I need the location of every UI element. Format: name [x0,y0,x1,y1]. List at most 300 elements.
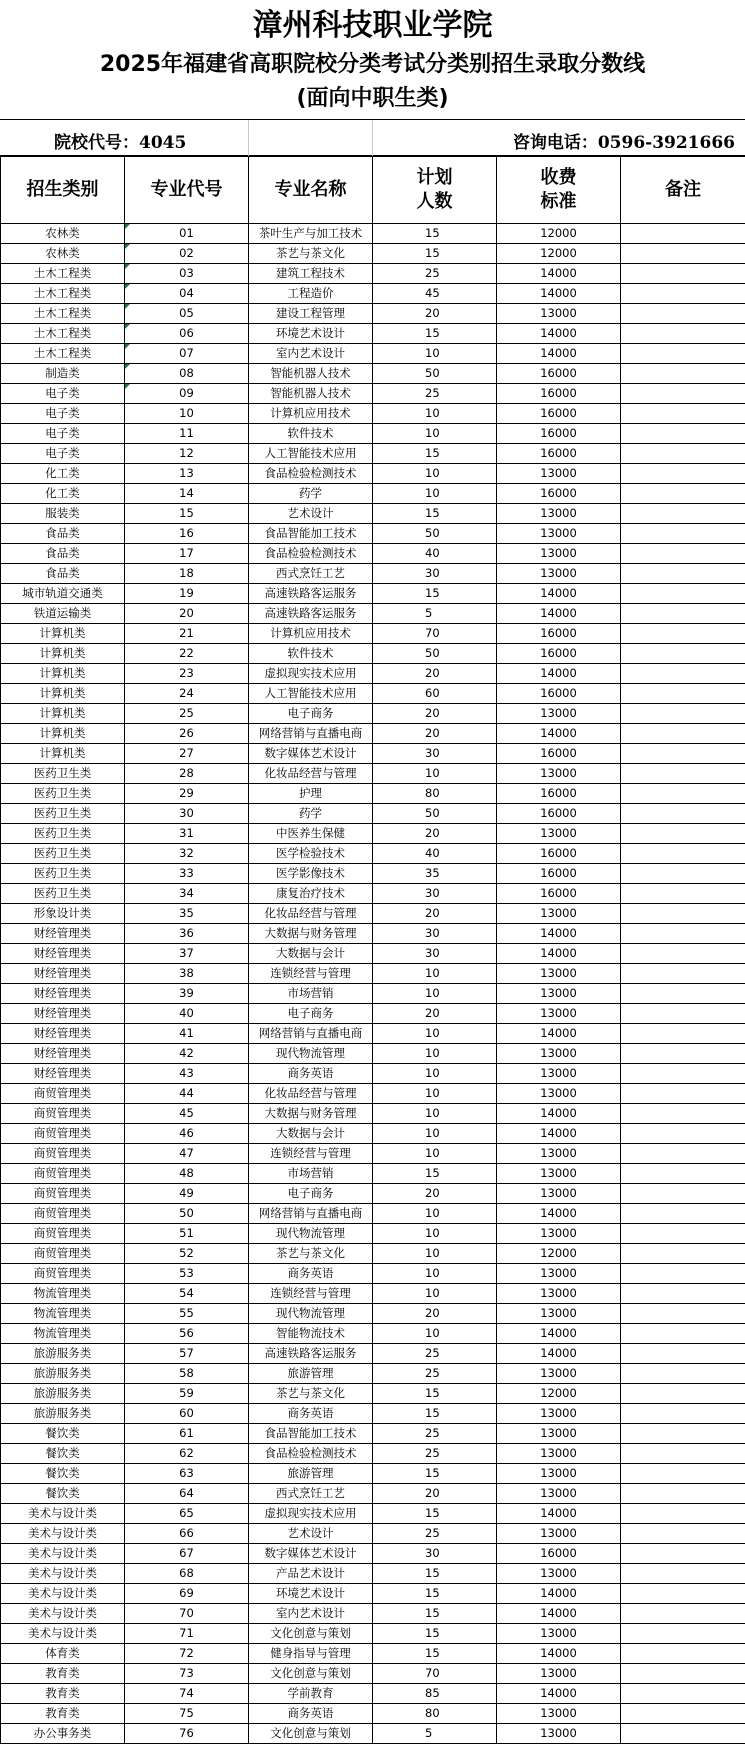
major-name-cell: 电子商务 [249,704,373,724]
category-cell: 制造类 [1,364,125,384]
major-code-cell: 27 [125,744,249,764]
table-row [1,484,745,504]
notes-cell [621,1504,745,1524]
fee-cell: 16000 [497,404,621,424]
plan-count-cell: 45 [373,284,497,304]
plan-count-cell: 20 [373,1184,497,1204]
notes-cell [621,824,745,844]
table-row [1,924,745,944]
fee-cell: 16000 [497,424,621,444]
major-name-cell: 药学 [249,484,373,504]
notes-cell [621,1544,745,1564]
plan-count-cell: 15 [373,1164,497,1184]
fee-cell: 13000 [497,1524,621,1544]
table-row [1,444,745,464]
notes-cell [621,1224,745,1244]
major-name-cell: 商务英语 [249,1704,373,1724]
notes-cell [621,444,745,464]
plan-count-cell: 15 [373,244,497,264]
major-name-cell: 市场营销 [249,984,373,1004]
notes-cell [621,1304,745,1324]
plan-count-cell: 10 [373,1244,497,1264]
category-cell: 教育类 [1,1704,125,1724]
notes-cell [621,1384,745,1404]
category-cell: 教育类 [1,1664,125,1684]
fee-cell: 13000 [497,984,621,1004]
plan-count-cell: 30 [373,1544,497,1564]
category-cell: 财经管理类 [1,964,125,984]
plan-count-cell: 10 [373,764,497,784]
notes-cell [621,1664,745,1684]
notes-cell [621,584,745,604]
notes-cell [621,544,745,564]
category-cell: 商贸管理类 [1,1244,125,1264]
major-code-cell: 41 [125,1024,249,1044]
table-row [1,1144,745,1164]
table-row [1,524,745,544]
info-row [0,120,745,156]
table-row [1,1644,745,1664]
category-cell: 财经管理类 [1,1044,125,1064]
fee-cell: 13000 [497,1184,621,1204]
category-cell: 体育类 [1,1644,125,1664]
notes-cell [621,984,745,1004]
major-name-cell: 智能物流技术 [249,1324,373,1344]
major-code-cell: 72 [125,1644,249,1664]
notes-cell [621,744,745,764]
fee-cell: 14000 [497,1684,621,1704]
notes-cell [621,1584,745,1604]
major-name-cell: 茶叶生产与加工技术 [249,224,373,244]
category-cell: 医药卫生类 [1,804,125,824]
major-name-cell: 建设工程管理 [249,304,373,324]
category-cell: 土木工程类 [1,304,125,324]
fee-cell: 14000 [497,1324,621,1344]
major-name-cell: 连锁经营与管理 [249,964,373,984]
major-name-cell: 数字媒体艺术设计 [249,744,373,764]
category-cell: 电子类 [1,444,125,464]
major-name-cell: 数字媒体艺术设计 [249,1544,373,1564]
major-name-cell: 旅游管理 [249,1364,373,1384]
category-cell: 商贸管理类 [1,1224,125,1244]
major-name-cell: 连锁经营与管理 [249,1284,373,1304]
notes-cell [621,224,745,244]
major-name-cell: 学前教育 [249,1684,373,1704]
table-row [1,1664,745,1684]
category-cell: 美术与设计类 [1,1604,125,1624]
fee-cell: 13000 [497,1624,621,1644]
table-row [1,1444,745,1464]
plan-count-cell: 15 [373,1564,497,1584]
table-row [1,1684,745,1704]
notes-cell [621,1044,745,1064]
major-name-cell: 室内艺术设计 [249,1604,373,1624]
major-name-cell: 文化创意与策划 [249,1664,373,1684]
fee-cell: 16000 [497,624,621,644]
notes-cell [621,944,745,964]
major-name-cell: 高速铁路客运服务 [249,584,373,604]
category-cell: 化工类 [1,464,125,484]
category-cell: 美术与设计类 [1,1584,125,1604]
plan-count-cell: 15 [373,1584,497,1604]
plan-count-cell: 15 [373,1404,497,1424]
notes-cell [621,1344,745,1364]
notes-cell [621,1124,745,1144]
major-name-cell: 化妆品经营与管理 [249,764,373,784]
fee-cell: 14000 [497,1604,621,1624]
major-code-cell: 14 [125,484,249,504]
notes-cell [621,1204,745,1224]
document-header [0,0,745,120]
fee-cell: 14000 [497,1104,621,1124]
major-name-cell: 食品检验检测技术 [249,544,373,564]
major-code-cell: 64 [125,1484,249,1504]
major-name-cell: 旅游管理 [249,1464,373,1484]
plan-count-cell: 15 [373,1604,497,1624]
major-name-cell: 西式烹饪工艺 [249,1484,373,1504]
plan-count-cell: 10 [373,1044,497,1064]
category-cell: 商贸管理类 [1,1084,125,1104]
grid-divider [372,120,373,156]
table-row [1,1124,745,1144]
category-cell: 物流管理类 [1,1324,125,1344]
major-code-cell: 61 [125,1424,249,1444]
major-code-cell: 49 [125,1184,249,1204]
major-name-cell: 智能机器人技术 [249,384,373,404]
major-name-cell: 室内艺术设计 [249,344,373,364]
plan-count-cell: 85 [373,1684,497,1704]
plan-count-cell: 20 [373,824,497,844]
major-code-cell: 56 [125,1324,249,1344]
major-name-cell: 护理 [249,784,373,804]
major-code-cell: 40 [125,1004,249,1024]
major-name-cell: 人工智能技术应用 [249,684,373,704]
plan-count-cell: 15 [373,324,497,344]
category-cell: 电子类 [1,384,125,404]
major-name-cell: 环境艺术设计 [249,324,373,344]
table-row [1,464,745,484]
table-row [1,1344,745,1364]
major-name-cell: 食品智能加工技术 [249,524,373,544]
major-code-cell: 52 [125,1244,249,1264]
table-row [1,1044,745,1064]
notes-cell [621,784,745,804]
plan-count-cell: 10 [373,1224,497,1244]
table-row [1,1284,745,1304]
major-code-cell: 28 [125,764,249,784]
plan-count-cell: 5 [373,604,497,624]
major-name-cell: 康复治疗技术 [249,884,373,904]
table-row [1,764,745,784]
notes-cell [621,1244,745,1264]
notes-cell [621,304,745,324]
major-name-cell: 电子商务 [249,1004,373,1024]
table-row [1,244,745,264]
table-row [1,544,745,564]
category-cell: 医药卫生类 [1,764,125,784]
major-code-cell: 38 [125,964,249,984]
fee-cell: 13000 [497,1364,621,1384]
notes-cell [621,1104,745,1124]
category-cell: 铁道运输类 [1,604,125,624]
major-code-cell: 09 [125,384,249,404]
table-row [1,1204,745,1224]
plan-count-cell: 30 [373,884,497,904]
major-code-cell: 03 [125,264,249,284]
notes-cell [621,364,745,384]
major-name-cell: 大数据与会计 [249,944,373,964]
fee-cell: 14000 [497,344,621,364]
column-header-notes: 备注 [621,157,745,224]
table-row [1,284,745,304]
table-row [1,1104,745,1124]
major-code-cell: 46 [125,1124,249,1144]
plan-count-cell: 30 [373,944,497,964]
plan-count-cell: 10 [373,344,497,364]
table-row [1,1564,745,1584]
major-name-cell: 艺术设计 [249,504,373,524]
plan-count-cell: 10 [373,484,497,504]
admissions-table [0,156,745,1744]
table-row [1,1604,745,1624]
category-cell: 商贸管理类 [1,1124,125,1144]
fee-cell: 13000 [497,524,621,544]
fee-cell: 16000 [497,884,621,904]
category-cell: 医药卫生类 [1,884,125,904]
category-cell: 商贸管理类 [1,1184,125,1204]
table-row [1,604,745,624]
plan-count-cell: 25 [373,1524,497,1544]
fee-cell: 14000 [497,284,621,304]
plan-count-cell: 15 [373,1384,497,1404]
category-cell: 电子类 [1,404,125,424]
major-name-cell: 高速铁路客运服务 [249,604,373,624]
fee-cell: 14000 [497,1644,621,1664]
column-header-major-name: 专业名称 [249,157,373,224]
table-row [1,1324,745,1344]
plan-count-cell: 10 [373,1104,497,1124]
fee-cell: 13000 [497,1704,621,1724]
table-row [1,224,745,244]
major-name-cell: 茶艺与茶文化 [249,244,373,264]
table-row [1,1624,745,1644]
fee-cell: 14000 [497,944,621,964]
notes-cell [621,804,745,824]
category-cell: 化工类 [1,484,125,504]
notes-cell [621,1564,745,1584]
category-cell: 财经管理类 [1,1064,125,1084]
major-code-cell: 08 [125,364,249,384]
major-code-cell: 67 [125,1544,249,1564]
table-row [1,944,745,964]
plan-count-cell: 10 [373,984,497,1004]
notes-cell [621,284,745,304]
table-row [1,844,745,864]
table-row [1,824,745,844]
notes-cell [621,624,745,644]
major-name-cell: 文化创意与策划 [249,1724,373,1744]
table-row [1,904,745,924]
notes-cell [621,1444,745,1464]
major-name-cell: 虚拟现实技术应用 [249,664,373,684]
plan-count-cell: 25 [373,1364,497,1384]
major-name-cell: 网络营销与直播电商 [249,1204,373,1224]
major-code-cell: 31 [125,824,249,844]
fee-cell: 14000 [497,264,621,284]
fee-cell: 13000 [497,1004,621,1024]
table-row [1,424,745,444]
notes-cell [621,564,745,584]
notes-cell [621,1464,745,1484]
fee-cell: 16000 [497,644,621,664]
table-row [1,1724,745,1744]
plan-count-cell: 25 [373,264,497,284]
plan-count-cell: 10 [373,424,497,444]
table-row [1,1224,745,1244]
notes-cell [621,864,745,884]
major-code-cell: 55 [125,1304,249,1324]
table-row [1,1084,745,1104]
major-code-cell: 10 [125,404,249,424]
major-name-cell: 商务英语 [249,1064,373,1084]
major-name-cell: 健身指导与管理 [249,1644,373,1664]
fee-cell: 16000 [497,804,621,824]
major-name-cell: 商务英语 [249,1264,373,1284]
plan-count-cell: 40 [373,544,497,564]
plan-count-cell: 15 [373,224,497,244]
notes-cell [621,764,745,784]
major-code-cell: 51 [125,1224,249,1244]
table-row [1,1484,745,1504]
notes-cell [621,844,745,864]
notes-cell [621,404,745,424]
fee-cell: 14000 [497,1504,621,1524]
fee-cell: 13000 [497,1044,621,1064]
table-row [1,1544,745,1564]
major-code-cell: 29 [125,784,249,804]
table-header-row [1,157,745,224]
document-subtitle: 2025年福建省高职院校分类考试分类别招生录取分数线 [0,50,745,80]
fee-cell: 14000 [497,724,621,744]
plan-count-cell: 15 [373,1624,497,1644]
major-code-cell: 65 [125,1504,249,1524]
plan-count-cell: 10 [373,464,497,484]
major-name-cell: 食品检验检测技术 [249,464,373,484]
major-code-cell: 13 [125,464,249,484]
major-code-cell: 71 [125,1624,249,1644]
major-code-cell: 66 [125,1524,249,1544]
document-subtitle-audience: (面向中职生类) [0,84,745,114]
category-cell: 财经管理类 [1,1024,125,1044]
fee-cell: 13000 [497,1664,621,1684]
major-code-cell: 50 [125,1204,249,1224]
notes-cell [621,1724,745,1744]
table-row [1,1424,745,1444]
category-cell: 计算机类 [1,744,125,764]
plan-count-cell: 10 [373,964,497,984]
fee-cell: 13000 [497,1064,621,1084]
major-code-cell: 33 [125,864,249,884]
major-code-cell: 69 [125,1584,249,1604]
table-row [1,984,745,1004]
major-name-cell: 大数据与财务管理 [249,924,373,944]
fee-cell: 14000 [497,324,621,344]
table-row [1,1364,745,1384]
major-name-cell: 现代物流管理 [249,1044,373,1064]
major-code-cell: 04 [125,284,249,304]
category-cell: 食品类 [1,524,125,544]
fee-cell: 16000 [497,684,621,704]
plan-count-cell: 70 [373,624,497,644]
category-cell: 服装类 [1,504,125,524]
plan-count-cell: 15 [373,444,497,464]
table-row [1,624,745,644]
school-code: 院校代号：4045 [54,128,186,153]
major-name-cell: 茶艺与茶文化 [249,1384,373,1404]
notes-cell [621,644,745,664]
notes-cell [621,1424,745,1444]
fee-cell: 13000 [497,964,621,984]
plan-count-cell: 20 [373,1484,497,1504]
major-code-cell: 21 [125,624,249,644]
notes-cell [621,424,745,444]
notes-cell [621,1284,745,1304]
category-cell: 商贸管理类 [1,1164,125,1184]
notes-cell [621,1024,745,1044]
major-name-cell: 高速铁路客运服务 [249,1344,373,1364]
fee-cell: 16000 [497,784,621,804]
category-cell: 商贸管理类 [1,1204,125,1224]
category-cell: 教育类 [1,1684,125,1704]
plan-count-cell: 15 [373,1464,497,1484]
plan-count-cell: 20 [373,1304,497,1324]
major-name-cell: 商务英语 [249,1404,373,1424]
major-name-cell: 现代物流管理 [249,1224,373,1244]
table-row [1,724,745,744]
major-code-cell: 23 [125,664,249,684]
fee-cell: 13000 [497,1424,621,1444]
fee-cell: 13000 [497,564,621,584]
table-row [1,504,745,524]
table-row [1,1504,745,1524]
column-header-major-code: 专业代号 [125,157,249,224]
major-code-cell: 62 [125,1444,249,1464]
notes-cell [621,1064,745,1084]
major-code-cell: 68 [125,1564,249,1584]
plan-count-cell: 80 [373,784,497,804]
major-name-cell: 人工智能技术应用 [249,444,373,464]
fee-cell: 14000 [497,664,621,684]
fee-cell: 16000 [497,744,621,764]
fee-cell: 13000 [497,1084,621,1104]
fee-cell: 14000 [497,924,621,944]
table-row [1,1064,745,1084]
category-cell: 计算机类 [1,644,125,664]
table-row [1,644,745,664]
grid-divider [248,120,249,156]
fee-cell: 13000 [497,1224,621,1244]
category-cell: 美术与设计类 [1,1544,125,1564]
category-cell: 办公事务类 [1,1724,125,1744]
category-cell: 土木工程类 [1,264,125,284]
major-code-cell: 32 [125,844,249,864]
notes-cell [621,1644,745,1664]
table-row [1,584,745,604]
table-row [1,1464,745,1484]
fee-cell: 12000 [497,244,621,264]
table-row [1,1024,745,1044]
notes-cell [621,1684,745,1704]
